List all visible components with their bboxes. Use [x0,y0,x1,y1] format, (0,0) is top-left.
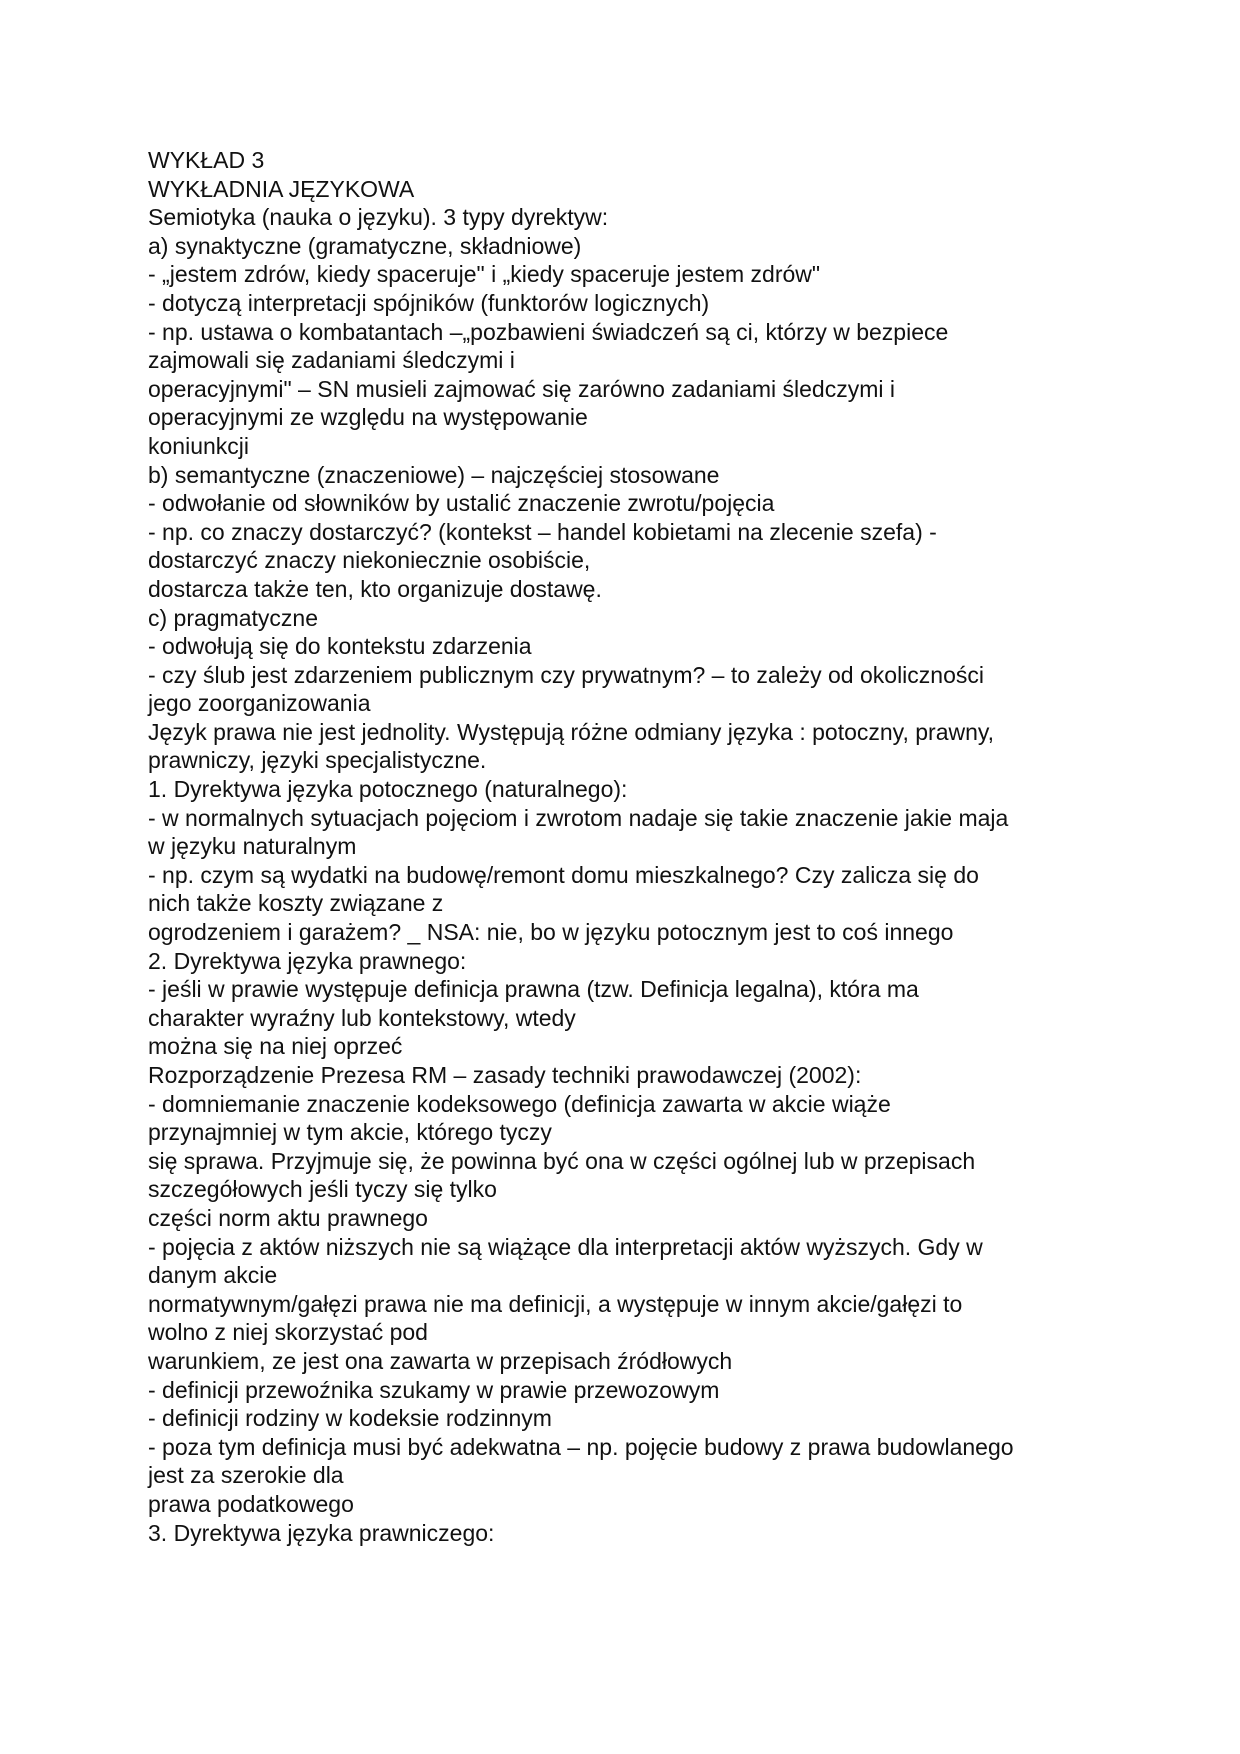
text-line: - definicji rodziny w kodeksie rodzinnym [148,1405,552,1432]
document-body [148,146,1098,1547]
text-line: - np. czym są wydatki na budowę/remont domu mieszkalnego? Czy zalicza się do [148,861,979,888]
text-line: c) pragmatyczne [148,604,319,631]
text-line: części norm aktu prawnego [148,1204,428,1231]
text-line: b) semantyczne (znaczeniowe) – najczęściej stosowane [148,461,720,488]
text-line: - poza tym definicja musi być adekwatna – np. pojęcie budowy z prawa budowlanego [148,1433,1014,1460]
text-line: danym akcie [148,1262,278,1289]
text-line: jest za szerokie dla [148,1462,344,1489]
text-line: się sprawa. Przyjmuje się, że powinna być ona w części ogólnej lub w przepisach [148,1147,976,1174]
text-line: przynajmniej w tym akcie, którego tyczy [148,1119,552,1146]
text-line: w języku naturalnym [148,833,357,860]
text-line: operacyjnymi ze względu na występowanie [148,404,588,431]
text-line: - np. ustawa o kombatantach –„pozbawieni świadczeń są ci, którzy w bezpiece [148,318,949,345]
text-line: - odwołanie od słowników by ustalić znaczenie zwrotu/pojęcia [148,490,775,517]
text-line: - dotyczą interpretacji spójników (funktorów logicznych) [148,289,710,316]
text-line: - np. co znaczy dostarczyć? (kontekst – handel kobietami na zlecenie szefa) - [148,518,937,545]
text-line: warunkiem, ze jest ona zawarta w przepisach źródłowych [148,1347,733,1374]
text-line: - definicji przewoźnika szukamy w prawie przewozowym [148,1376,720,1403]
document-subtitle: WYKŁADNIA JĘZYKOWA [148,175,415,202]
text-line: wolno z niej skorzystać pod [148,1319,428,1346]
text-line: jego zoorganizowania [148,690,371,717]
text-line: - „jestem zdrów, kiedy spaceruje" i „kiedy spaceruje jestem zdrów" [148,261,821,288]
text-line: dostarcza także ten, kto organizuje dostawę. [148,575,602,602]
text-line: - jeśli w prawie występuje definicja prawna (tzw. Definicja legalna), która ma [148,976,919,1003]
text-line: charakter wyraźny lub kontekstowy, wtedy [148,1004,576,1031]
text-line: - w normalnych sytuacjach pojęciom i zwrotom nadaje się takie znaczenie jakie maja [148,804,1009,831]
text-line: Rozporządzenie Prezesa RM – zasady techniki prawodawczej (2002): [148,1062,862,1088]
text-line: - odwołują się do kontekstu zdarzenia [148,633,532,660]
text-line: - czy ślub jest zdarzeniem publicznym czy prywatnym? – to zależy od okoliczności [148,661,984,688]
text-line: nich także koszty związane z [148,890,444,917]
text-line: - pojęcia z aktów niższych nie są wiążące dla interpretacji aktów wyższych. Gdy w [148,1233,983,1260]
text-line: operacyjnymi" – SN musieli zajmować się zarówno zadaniami śledczymi i [148,375,895,402]
text-line: prawa podatkowego [148,1490,354,1517]
text-line: Semiotyka (nauka o języku). 3 typy dyrektyw: [148,204,609,231]
document-title: WYKŁAD 3 [148,147,265,173]
text-line: szczegółowych jeśli tyczy się tylko [148,1176,497,1203]
text-line: dostarczyć znaczy niekoniecznie osobiście, [148,547,591,574]
text-line: 3. Dyrektywa języka prawniczego: [148,1519,495,1546]
text-line: ogrodzeniem i garażem? _ NSA: nie, bo w języku potocznym jest to coś innego [148,919,954,946]
text-line: koniunkcji [148,432,249,459]
text-line: zajmowali się zadaniami śledczymi i [148,347,515,374]
text-line: - domniemanie znaczenie kodeksowego (definicja zawarta w akcie wiąże [148,1090,891,1117]
text-line: prawniczy, języki specjalistyczne. [148,747,487,774]
text-line: Język prawa nie jest jednolity. Występują różne odmiany języka : potoczny, prawny, [148,718,995,745]
text-line: 1. Dyrektywa języka potocznego (naturalnego): [148,776,628,803]
text-line: 2. Dyrektywa języka prawnego: [148,947,467,974]
text-line: można się na niej oprzeć [148,1033,403,1060]
text-line: normatywnym/gałęzi prawa nie ma definicji, a występuje w innym akcie/gałęzi to [148,1290,963,1317]
text-line: a) synaktyczne (gramatyczne, składniowe) [148,232,582,259]
